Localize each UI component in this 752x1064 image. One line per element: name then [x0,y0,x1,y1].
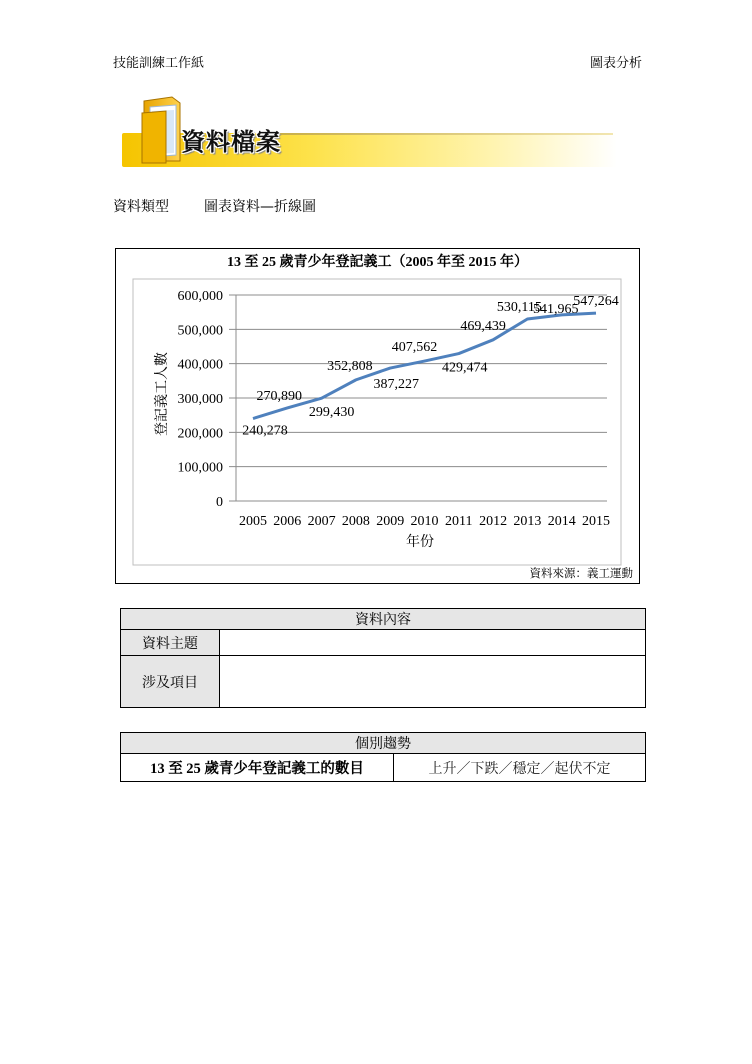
data-type-value: 圖表資料—折線圖 [204,199,316,215]
y-tick-label: 200,000 [177,426,223,442]
x-tick-labels [239,514,610,529]
data-label: 469,439 [460,318,506,334]
data-label: 547,264 [573,294,619,310]
trend-item: 13 至 25 歲青少年登記義工的數目 [121,754,394,782]
banner-title: 資料檔案 [181,128,281,156]
chart-title: 13 至 25 歲青少年登記義工（2005 年至 2015 年） [227,255,528,270]
y-tick-label: 400,000 [177,357,223,373]
y-tick-label: 500,000 [177,323,223,339]
x-tick-label: 2013 [513,514,542,529]
items-answer-cell[interactable] [220,656,646,708]
worksheet-topic: 圖表分析 [590,56,643,71]
x-tick-label: 2009 [376,514,405,529]
line-chart [115,248,640,584]
worksheet-title: 技能訓練工作紙 [113,56,205,71]
x-tick-label: 2014 [547,514,576,529]
x-axis-label: 年份 [406,534,434,550]
content-table-header: 資料內容 [121,609,646,630]
data-label: 352,808 [327,358,373,374]
data-labels [242,294,619,438]
data-label: 530,115 [496,299,542,315]
chart-plot [116,249,639,583]
y-axis-label: 登記義工人數 [154,352,170,436]
data-label: 429,474 [442,360,488,376]
data-label: 270,890 [256,388,303,404]
data-file-banner [118,95,623,173]
trend-table [120,732,646,782]
x-tick-label: 2012 [479,514,508,529]
x-tick-label: 2008 [341,514,370,529]
x-tick-label: 2006 [273,514,302,529]
topic-answer-cell[interactable] [220,630,646,656]
topic-label: 資料主題 [121,630,220,656]
x-tick-label: 2015 [582,514,610,529]
content-table [120,608,646,708]
folder-icon [140,95,182,165]
data-label: 541,965 [532,301,579,317]
x-tick-label: 2007 [307,514,336,529]
data-type-label: 資料類型 [113,199,169,215]
items-label: 涉及項目 [121,656,220,708]
y-tick-label: 300,000 [177,392,223,407]
y-tick-label: 600,000 [177,289,223,304]
chart-source: 資料來源：義工運動 [529,566,633,580]
trend-table-header: 個別趨勢 [121,733,646,754]
y-tick-label: 0 [216,495,223,510]
data-label: 407,562 [391,340,438,356]
data-label: 240,278 [242,423,288,439]
x-tick-label: 2005 [239,514,267,529]
data-label: 299,430 [308,405,355,421]
y-tick-label: 100,000 [177,460,223,476]
x-tick-label: 2010 [410,514,439,529]
data-label: 387,227 [373,377,419,393]
trend-options[interactable]: 上升／下跌／穩定／起伏不定 [394,754,646,782]
banner-line [268,133,613,135]
y-tick-labels [178,289,224,510]
x-tick-label: 2011 [445,514,473,529]
